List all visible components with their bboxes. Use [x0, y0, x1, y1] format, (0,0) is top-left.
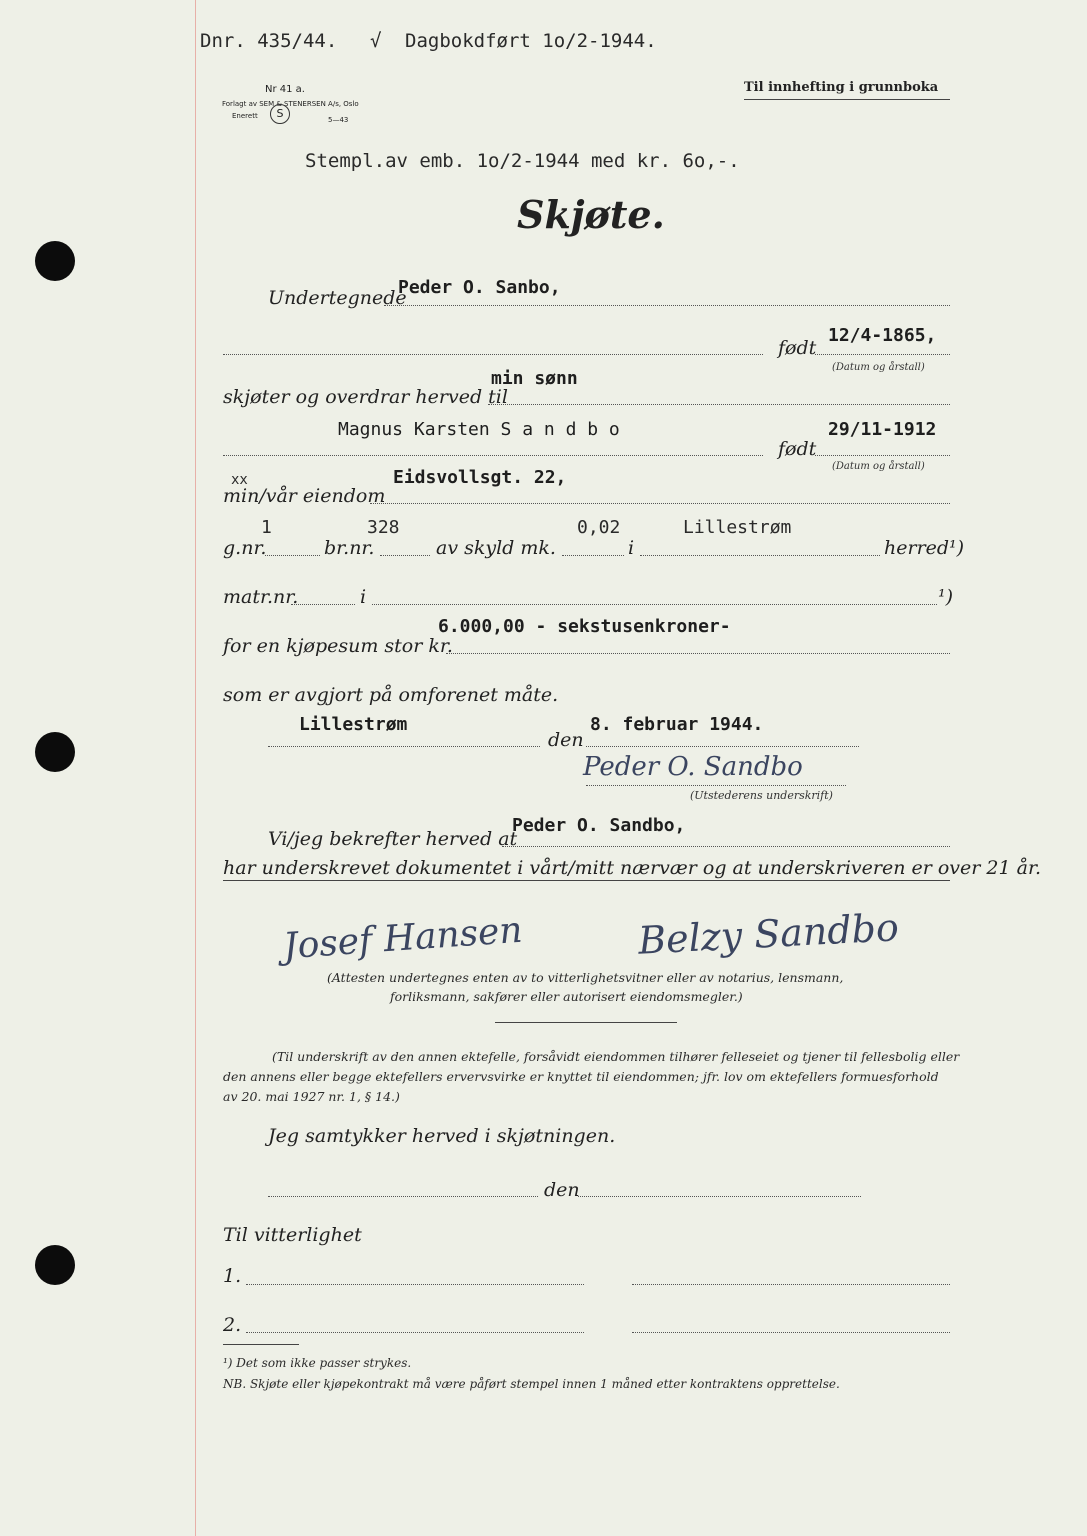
footnote-1: ¹) Det som ikke passer strykes. — [223, 1356, 412, 1370]
gnr-value: 1 — [261, 517, 272, 538]
utsteder-hint: (Utstederens underskrift) — [690, 789, 833, 802]
contract-date: 8. februar 1944. — [590, 714, 764, 735]
filing-underline — [744, 99, 950, 100]
dotted-line — [223, 354, 763, 355]
dotted-line — [578, 1196, 861, 1197]
avgjort-label: som er avgjort på omforenet måte. — [223, 684, 559, 706]
dotted-line — [446, 653, 950, 654]
buyer-born: 29/11-1912 — [828, 419, 937, 440]
exclusive-rights: Enerett — [232, 112, 258, 120]
dotted-line — [246, 1332, 584, 1333]
datum-hint: (Datum og årstall) — [832, 362, 925, 373]
dotted-line — [502, 846, 950, 847]
relation: min sønn — [491, 368, 578, 389]
witness-1-number: 1. — [223, 1265, 242, 1287]
dotted-line — [488, 404, 950, 405]
gnr-label: g.nr. — [223, 537, 267, 559]
punch-hole — [35, 241, 75, 281]
purchase-amount: 6.000,00 - sekstusenkroner- — [438, 616, 731, 637]
fodt-label: født — [778, 438, 817, 460]
dotted-line — [384, 305, 950, 306]
vitterlighet-label: Til vitterlighet — [223, 1224, 362, 1246]
dotted-line — [268, 1196, 538, 1197]
dotted-line — [268, 746, 540, 747]
property-address: Eidsvollsgt. 22, — [393, 467, 567, 488]
dotted-line — [640, 555, 880, 556]
confirmed-name: Peder O. Sandbo, — [512, 815, 686, 836]
dotted-line — [370, 503, 950, 504]
brnr-label: br.nr. — [324, 537, 375, 559]
punch-hole — [35, 1245, 75, 1285]
bekrefter-label: Vi/jeg bekrefter herved at — [268, 828, 518, 850]
herred-name: Lillestrøm — [683, 517, 792, 538]
undertegnede-label: Undertegnede — [268, 287, 407, 309]
consent-text: Jeg samtykker herved i skjøtningen. — [268, 1125, 616, 1147]
brnr-value: 328 — [367, 517, 400, 538]
matr-footnote: ¹) — [938, 586, 954, 608]
den-label: den — [548, 729, 584, 751]
skyld-value: 0,02 — [577, 517, 621, 538]
short-divider — [495, 1022, 677, 1023]
journal-date: Dagbokdført 1o/2-1944. — [405, 30, 657, 52]
attest-note-1: (Attesten undertegnes enten av to vitterlighetsvitner eller av notarius, lensmann, — [327, 970, 844, 985]
spouse-note-3: av 20. mai 1927 nr. 1, § 14.) — [223, 1089, 400, 1104]
document-title: Skjøte. — [517, 192, 665, 237]
skyld-label: av skyld mk. — [436, 537, 556, 559]
seller-signature: Peder O. Sandbo — [583, 752, 803, 782]
seller-born: 12/4-1865, — [828, 325, 937, 346]
seller-name: Peder O. Sanbo, — [398, 277, 561, 298]
witness-signature-2: Belzy Sandbo — [637, 905, 900, 963]
punch-hole — [35, 732, 75, 772]
i-label: i — [628, 537, 635, 559]
dotted-line — [265, 555, 320, 556]
matrnr-label: matr.nr. — [223, 586, 299, 608]
margin-line — [195, 0, 196, 1536]
spouse-note-1: (Til underskrift av den annen ektefelle, forsåvidt eiendommen tilhører felleseiet og tjener til fellesbolig eller — [272, 1049, 960, 1064]
dotted-line — [586, 785, 846, 786]
dotted-line — [815, 455, 950, 456]
spouse-note-2: den annens eller begge ektefellers ervervsvirke er knyttet til eiendommen; jfr. lov om ektefellers formuesforhold — [223, 1069, 939, 1084]
witness-signature-1: Josef Hansen — [281, 909, 524, 968]
den-label: den — [544, 1179, 580, 1201]
checkmark: √ — [370, 30, 382, 52]
buyer-name: Magnus Karsten S a n d b o — [338, 419, 620, 440]
eiendom-label: min/vår eiendom — [223, 485, 386, 507]
fodt-label: født — [778, 337, 817, 359]
journal-number: Dnr. 435/44. — [200, 30, 338, 52]
footnote-rule — [223, 1344, 299, 1345]
datum-hint: (Datum og årstall) — [832, 461, 925, 472]
xx-mark: xx — [231, 472, 248, 488]
i-label: i — [360, 586, 367, 608]
stamp-note: Stempl.av emb. 1o/2-1944 med kr. 6o,-. — [305, 150, 740, 172]
dotted-line — [562, 555, 624, 556]
publisher: Forlagt av SEM & STENERSEN A/s, Oslo — [222, 100, 359, 108]
dotted-line — [380, 555, 430, 556]
witness-2-number: 2. — [223, 1314, 242, 1336]
dotted-line — [223, 455, 763, 456]
separator-line — [223, 880, 950, 881]
dotted-line — [815, 354, 950, 355]
dotted-line — [246, 1284, 584, 1285]
dotted-line — [586, 746, 859, 747]
place: Lillestrøm — [299, 714, 408, 735]
publisher-logo: S — [270, 104, 290, 124]
skjoter-label: skjøter og overdrar herved til — [223, 386, 508, 408]
footnote-nb: NB. Skjøte eller kjøpekontrakt må være påført stempel innen 1 måned etter kontraktens opprettelse. — [223, 1377, 840, 1391]
form-date: 5—43 — [328, 116, 349, 124]
herred-label: herred¹) — [884, 537, 965, 559]
filing-note: Til innhefting i grunnboka — [744, 80, 939, 95]
kjopesum-label: for en kjøpesum stor kr. — [223, 635, 453, 657]
dotted-line — [291, 604, 355, 605]
form-number: Nr 41 a. — [265, 84, 305, 95]
bekrefter-text: har underskrevet dokumentet i vårt/mitt nærvær og at underskriveren er over 21 år. — [223, 857, 1041, 879]
dotted-line — [632, 1332, 950, 1333]
dotted-line — [372, 604, 937, 605]
dotted-line — [632, 1284, 950, 1285]
attest-note-2: forliksmann, sakfører eller autorisert eiendomsmegler.) — [390, 989, 743, 1004]
